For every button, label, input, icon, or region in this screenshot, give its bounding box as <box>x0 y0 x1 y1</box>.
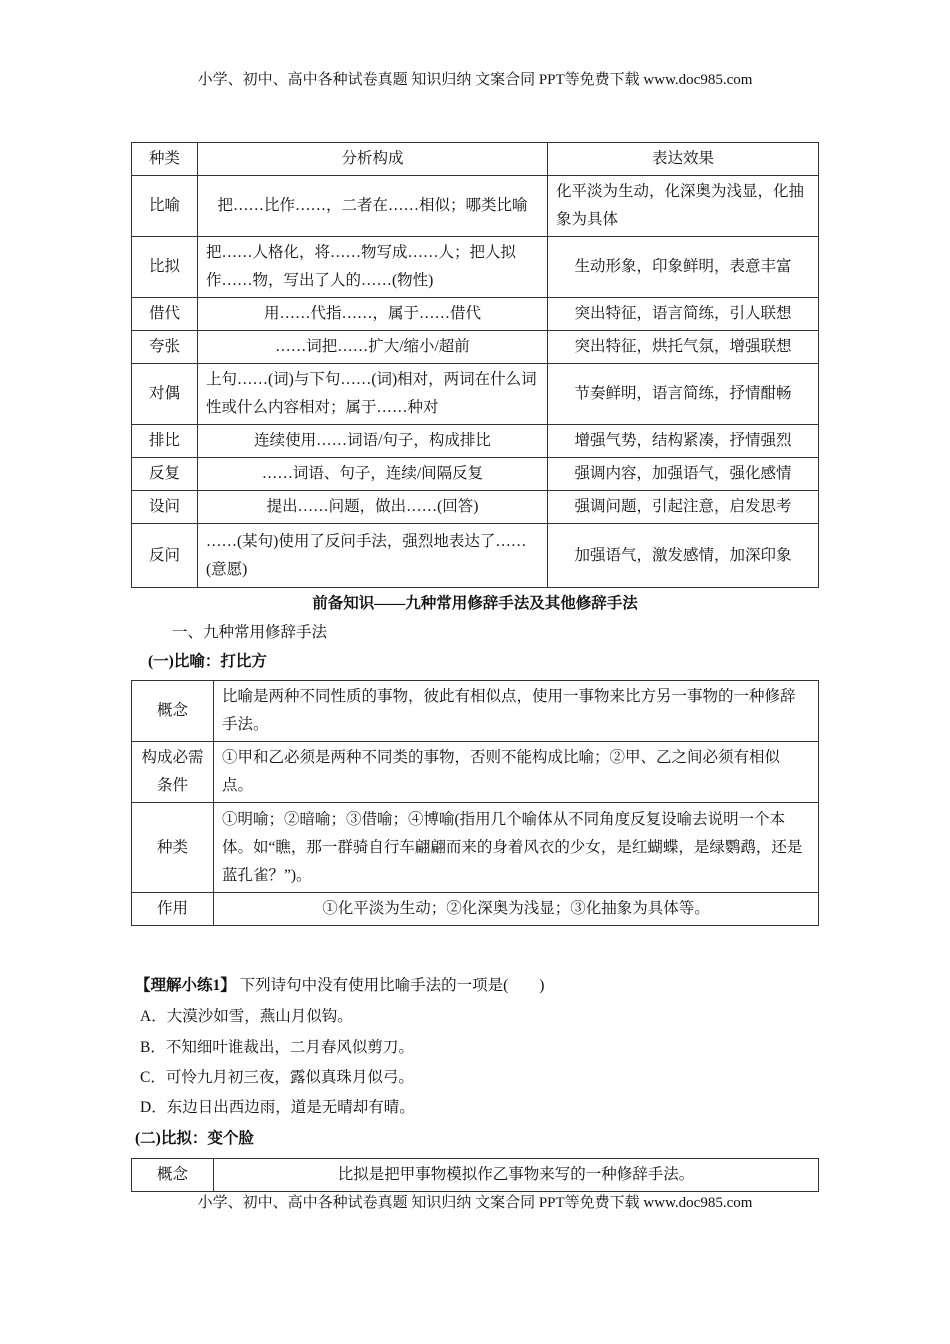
header-cell: 表达效果 <box>548 143 819 176</box>
option-b: B．不知细叶谁裁出，二月春风似剪刀。 <box>140 1039 414 1056</box>
effect-cell: 节奏鲜明，语言简练，抒情酣畅 <box>548 364 819 425</box>
table-row <box>132 524 819 588</box>
table-row <box>132 298 819 331</box>
metaphor-table <box>131 680 819 926</box>
table-row <box>132 742 819 803</box>
analysis-cell: ……词把……扩大/缩小/超前 <box>198 331 548 364</box>
table-row <box>132 176 819 237</box>
effect-cell: 加强语气，激发感情，加深印象 <box>548 524 819 588</box>
content-cell: ①甲和乙必须是两种不同类的事物，否则不能构成比喻；②甲、乙之间必须有相似点。 <box>214 742 819 803</box>
table-row <box>132 237 819 298</box>
label-cell: 种类 <box>132 803 214 893</box>
option-a: A．大漠沙如雪，燕山月似钩。 <box>140 1008 353 1025</box>
effect-cell: 增强气势，结构紧凑，抒情强烈 <box>548 425 819 458</box>
type-cell: 对偶 <box>132 364 198 425</box>
subsection-heading: (二)比拟：变个脸 <box>135 1130 254 1147</box>
table-row <box>132 364 819 425</box>
content-cell: ①化平淡为生动；②化深奥为浅显；③化抽象为具体等。 <box>214 893 819 926</box>
label-cell: 作用 <box>132 893 214 926</box>
exercise-prompt <box>135 972 544 1000</box>
type-cell: 比喻 <box>132 176 198 237</box>
type-cell: 借代 <box>132 298 198 331</box>
type-cell: 比拟 <box>132 237 198 298</box>
table-row <box>132 803 819 893</box>
personification-table <box>131 1158 819 1192</box>
label-cell: 构成必需条件 <box>132 742 214 803</box>
label-cell: 概念 <box>132 1159 214 1192</box>
analysis-cell: 连续使用……词语/句子，构成排比 <box>198 425 548 458</box>
effect-cell: 化平淡为生动，化深奥为浅显，化抽象为具体 <box>548 176 819 237</box>
type-cell: 反问 <box>132 524 198 588</box>
effect-cell: 生动形象，印象鲜明，表意丰富 <box>548 237 819 298</box>
type-cell: 反复 <box>132 458 198 491</box>
analysis-cell: ……(某句)使用了反问手法，强烈地表达了……(意愿) <box>198 524 548 588</box>
rhetoric-summary-table <box>131 142 819 588</box>
analysis-cell: 上句……(词)与下句……(词)相对，两词在什么词性或什么内容相对；属于……种对 <box>198 364 548 425</box>
table-row <box>132 331 819 364</box>
content-cell: 比喻是两种不同性质的事物，彼此有相似点，使用一事物来比方另一事物的一种修辞手法。 <box>214 681 819 742</box>
table-header-row <box>132 143 819 176</box>
analysis-cell: 把……人格化，将……物写成……人；把人拟作……物，写出了人的……(物性) <box>198 237 548 298</box>
content-cell: ①明喻；②暗喻；③借喻；④博喻(指用几个喻体从不同角度反复设喻去说明一个本体。如“瞧，那一群骑自行车翩翩而来的身着风衣的少女，是红蝴蝶，是绿鹦鹉，还是蓝孔雀？”)。 <box>214 803 819 893</box>
page-footer: 小学、初中、高中各种试卷真题 知识归纳 文案合同 PPT等免费下载 www.doc985.com <box>197 1195 753 1211</box>
table-row <box>132 458 819 491</box>
effect-cell: 突出特征，烘托气氛，增强联想 <box>548 331 819 364</box>
subsection-heading: 一、九种常用修辞手法 <box>172 624 328 641</box>
page-header: 小学、初中、高中各种试卷真题 知识归纳 文案合同 PPT等免费下载 www.doc985.com <box>197 72 753 88</box>
type-cell: 夸张 <box>132 331 198 364</box>
header-cell: 种类 <box>132 143 198 176</box>
effect-cell: 强调问题，引起注意，启发思考 <box>548 491 819 524</box>
table-row <box>132 681 819 742</box>
analysis-cell: 把……比作……，二者在……相似；哪类比喻 <box>198 176 548 237</box>
table-row <box>132 1159 819 1192</box>
table-row <box>132 893 819 926</box>
section-title: 前备知识——九种常用修辞手法及其他修辞手法 <box>312 595 638 612</box>
option-d: D．东边日出西边雨，道是无晴却有晴。 <box>140 1099 415 1116</box>
exercise-question: 下列诗句中没有使用比喻手法的一项是( ) <box>239 977 545 994</box>
analysis-cell: ……词语、句子，连续/间隔反复 <box>198 458 548 491</box>
analysis-cell: 用……代指……，属于……借代 <box>198 298 548 331</box>
type-cell: 排比 <box>132 425 198 458</box>
analysis-cell: 提出……问题，做出……(回答) <box>198 491 548 524</box>
label-cell: 概念 <box>132 681 214 742</box>
option-c: C．可怜九月初三夜，露似真珠月似弓。 <box>140 1069 414 1086</box>
subsection-heading: (一)比喻：打比方 <box>148 653 267 670</box>
table-row <box>132 425 819 458</box>
effect-cell: 突出特征，语言简练，引人联想 <box>548 298 819 331</box>
header-cell: 分析构成 <box>198 143 548 176</box>
exercise-label: 【理解小练1】 <box>135 977 236 994</box>
type-cell: 设问 <box>132 491 198 524</box>
table-row <box>132 491 819 524</box>
content-cell: 比拟是把甲事物模拟作乙事物来写的一种修辞手法。 <box>214 1159 819 1192</box>
effect-cell: 强调内容，加强语气，强化感情 <box>548 458 819 491</box>
